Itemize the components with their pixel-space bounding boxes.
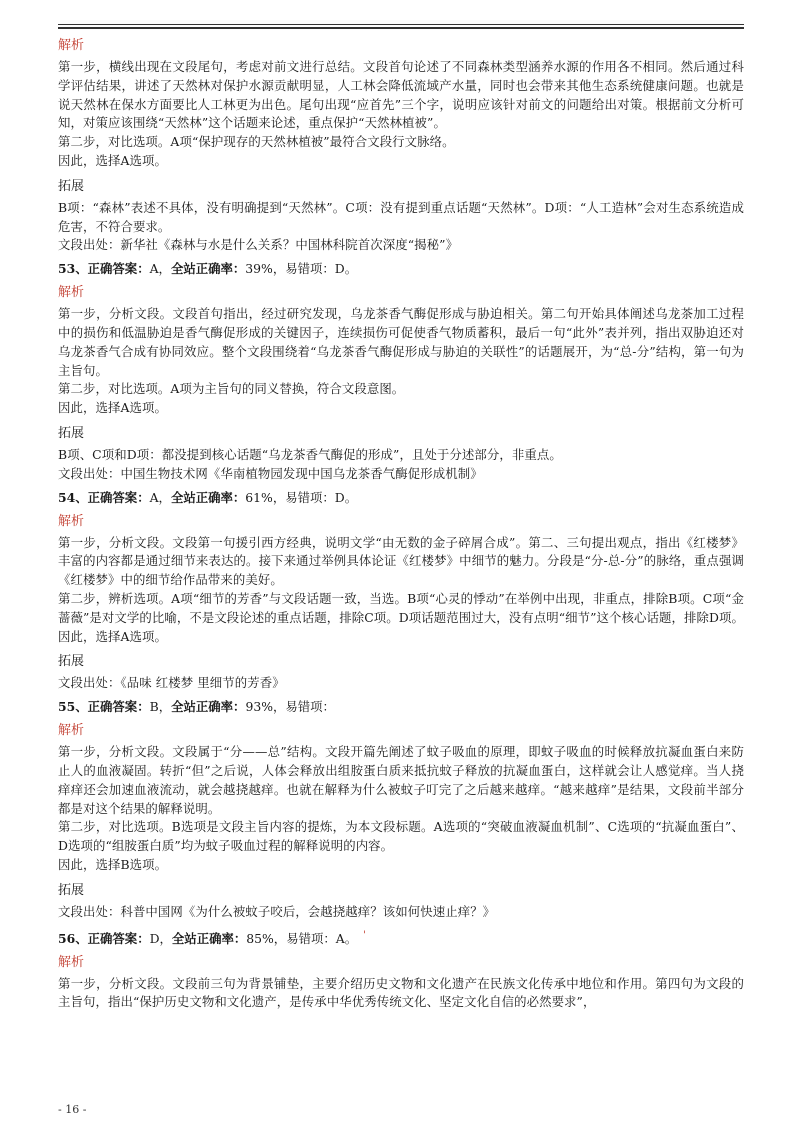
rate-label: 全站正确率： [170, 261, 246, 277]
question-number: 55、 [58, 699, 88, 715]
paragraph: 第一步，分析文段。文段前三句为背景铺垫，主要介绍历史文物和文化遗产在民族文化传承中地位和作用。第四句为文段的主旨句，指出“保护历史文物和文化遗产，是传承中华优秀传统文化、坚定文化自信的必然要求”， [58, 975, 744, 1010]
paragraph: 第二步，对比选项。B选项是文段主旨内容的提炼，为本文段标题。A选项的“突破血液凝血机制”、C选项的“抗凝血蛋白”、D选项的“组胺蛋白质”均为蚊子吸血过程的解释说明的内容。 [58, 819, 744, 854]
section-heading-analysis: 解析 [58, 723, 85, 739]
page-content [58, 34, 744, 1012]
rate-value: 85%，易错项：A。 [246, 930, 358, 946]
answer-line-56 [58, 926, 744, 949]
paragraph: B项、C项和D项：都没提到核心话题“乌龙茶香气酶促的形成”，且处于分述部分，非重点。 [58, 446, 562, 462]
answer-value: A， [149, 489, 171, 505]
paragraph: 第二步，辨析选项。A项“细节的芳香”与文段话题一致，当选。B项“心灵的悸动”在举例中出现，非重点，排除B项。C项“金蔷薇”是对文学的比喻，不是文段论述的重点话题，排除C项。D项话题范围过大，没有点明“细节”这个核心话题，排除D项。 [58, 590, 744, 625]
answer-value: B， [149, 699, 172, 715]
question-number: 56、 [58, 930, 88, 946]
rate-label: 全站正确率： [171, 699, 246, 715]
answer-line-54 [58, 488, 744, 508]
stray-mark: ' [363, 929, 366, 941]
rate-value: 93%，易错项： [245, 699, 335, 715]
section-heading-analysis: 解析 [58, 954, 85, 970]
paragraph: 第一步，分析文段。文段属于“分——总”结构。文段开篇先阐述了蚊子吸血的原理，即蚊子吸血的时候释放抗凝血蛋白来防止人的血液凝固。转折“但”之后说，人体会释放出组胺蛋白质来抵抗蚊子释放的抗凝血蛋白，这样就会让人感觉痒。当人挠痒痒还会加速血液流动，就会越挠越痒。也就在解释为什么被蚊子叮完了之后越来越痒。“越来越痒”是结果，文段前半部分都是对这个结果的解释说明。 [58, 744, 744, 816]
paragraph: 第一步，分析文段。文段第一句援引西方经典，说明文学“由无数的金子碎屑合成”。第二、三句提出观点，指出《红楼梦》丰富的内容都是通过细节来表达的。接下来通过举例具体论证《红楼梦》中细节的魅力。分段是“分-总-分”的脉络，重点强调《红楼梦》中的细节给作品带来的美好。 [58, 534, 744, 588]
paragraph: 第一步，横线出现在文段尾句，考虑对前文进行总结。文段首句论述了不同森林类型涵养水源的作用各不相同。然后通过科学评估结果，讲述了天然林对保护水源贡献明显，人工林会降低流域产水量，同时也会带来其他生态系统健康问题。也就是说天然林在保水方面要比人工林更为出色。尾句出现“应首先”三个字，说明应该针对前文的问题给出对策。根据前文分析可知，对策应该围绕“天然林”这个话题来论述，重点保护“天然林植被”。 [58, 59, 744, 131]
answer-value: A， [149, 261, 171, 277]
paragraph: 因此，选择A选项。 [58, 628, 167, 644]
section-heading-extension: 拓展 [58, 882, 85, 898]
answer-label: 正确答案： [87, 261, 150, 277]
source-line: 文段出处：科普中国网《为什么被蚊子咬后，会越挠越痒？该如何快速止痒？》 [58, 903, 496, 919]
source-line: 文段出处：中国生物技术网《华南植物园发现中国乌龙茶香气酶促形成机制》 [58, 465, 483, 481]
source-line: 文段出处：《品味 红楼梦 里细节的芳香》 [58, 675, 285, 691]
paragraph: 因此，选择A选项。 [58, 152, 167, 168]
section-heading-analysis: 解析 [58, 38, 85, 53]
source-line: 文段出处：新华社《森林与水是什么关系？中国林科院首次深度“揭秘”》 [58, 237, 459, 253]
rate-value: 39%，易错项：D。 [245, 261, 358, 277]
answer-value: D， [149, 930, 172, 946]
answer-line-53 [58, 259, 744, 279]
paragraph: 第一步，分析文段。文段首句指出，经过研究发现，乌龙茶香气酶促形成与胁迫相关。第二句开始具体阐述乌龙茶加工过程中的损伤和低温胁迫是香气酶促形成的关键因子，连续损伤可促使香气物质蓄积，最后一句“此外”表并列，指出双胁迫还对乌龙茶香气合成有协同效应。整个文段围绕着“乌龙茶香气酶促形成与胁迫的关联性”的话题展开，为“总-分”结构，第一句为主旨句。 [58, 306, 744, 378]
paragraph: 因此，选择B选项。 [58, 856, 168, 872]
answer-label: 正确答案： [87, 699, 150, 715]
question-number: 54、 [58, 489, 88, 505]
header-rule-thick [58, 27, 744, 29]
answer-label: 正确答案： [87, 930, 150, 946]
rate-label: 全站正确率： [171, 930, 247, 946]
rate-value: 61%，易错项：D。 [245, 489, 358, 505]
rate-label: 全站正确率： [170, 489, 246, 505]
section-heading-analysis: 解析 [58, 513, 85, 529]
section-heading-analysis: 解析 [58, 285, 85, 301]
answer-line-55 [58, 697, 744, 717]
section-heading-extension: 拓展 [58, 178, 85, 194]
header-rule-thin [58, 24, 744, 25]
answer-label: 正确答案： [87, 489, 150, 505]
page-number: - 16 - [58, 1103, 87, 1116]
question-number: 53、 [58, 261, 88, 277]
paragraph: 第二步，对比选项。A项为主旨句的同义替换，符合文段意图。 [58, 381, 405, 397]
paragraph: B项：“森林”表述不具体，没有明确提到“天然林”。C项：没有提到重点话题“天然林”。D项：“人工造林”会对生态系统造成危害，不符合要求。 [58, 199, 744, 234]
paragraph: 第二步，对比选项。A项“保护现存的天然林植被”最符合文段行文脉络。 [58, 134, 455, 150]
paragraph: 因此，选择A选项。 [58, 400, 167, 416]
section-heading-extension: 拓展 [58, 654, 85, 670]
section-heading-extension: 拓展 [58, 425, 85, 441]
